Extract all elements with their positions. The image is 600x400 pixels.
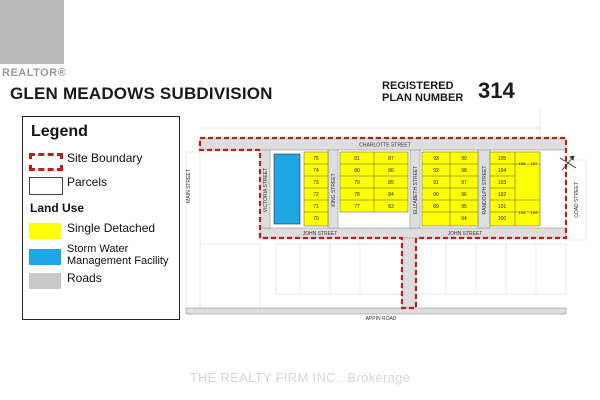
lot-number: 92 <box>433 168 439 174</box>
legend-land-use-heading: Land Use <box>30 201 85 215</box>
lot-number: 106 <box>518 161 526 166</box>
lot-number: 105 <box>497 156 507 162</box>
lot-number: 93 <box>433 156 439 162</box>
storm-water-line1: Storm Water <box>67 243 129 255</box>
lot-number: 95 <box>461 204 467 210</box>
lot-number: 83 <box>388 204 394 210</box>
connector-road <box>402 238 416 308</box>
lot-number: 80 <box>354 168 360 174</box>
street-label-elizabeth: ELIZABETH STREET <box>413 165 419 215</box>
lot-number: 86 <box>388 168 394 174</box>
brokerage-watermark: THE REALTY FIRM INC., Brokerage <box>189 370 411 385</box>
lot-number: 84 <box>388 192 394 198</box>
lot-number: 70 <box>313 216 319 222</box>
lot-number: 74 <box>313 168 319 174</box>
lot-number: 94 <box>461 216 467 222</box>
lot-number: 104 <box>497 168 507 174</box>
lot-number: 102 <box>497 192 507 198</box>
appin-road <box>186 308 566 314</box>
lot-number: 78 <box>354 192 360 198</box>
plan-label-line2: PLAN NUMBER <box>382 92 464 104</box>
faint-parcel-s2 <box>416 244 566 294</box>
street-label-coad: COAD STREET <box>574 182 580 218</box>
lot-number: 89 <box>433 204 439 210</box>
legend-label-parcels: Parcels <box>67 175 108 189</box>
lot-number: 71 <box>313 204 319 210</box>
lot-number: 100 <box>497 216 507 222</box>
plan-number: 314 <box>478 78 515 103</box>
lot-number: 108 <box>518 210 526 215</box>
lot-number: 101 <box>497 204 507 210</box>
street-label-main: MAIN STREET <box>186 169 192 203</box>
street-label-king: KING STREET <box>331 173 337 207</box>
legend-title: Legend <box>31 123 88 140</box>
lot-number: 96 <box>461 192 467 198</box>
faint-parcel-s1 <box>276 244 402 294</box>
realtor-wordmark: REALTOR® <box>2 67 67 79</box>
street-label-victoria: VICTORIA STREET <box>263 167 269 213</box>
lot-number: 73 <box>313 180 319 186</box>
street-label-appin: APPIN ROAD <box>365 316 397 322</box>
lot-number: 79 <box>354 180 360 186</box>
lot-number: 109 <box>530 210 538 215</box>
north-arrow-icon <box>560 156 576 170</box>
lot-number: 98 <box>461 168 467 174</box>
page-title: GLEN MEADOWS SUBDIVISION <box>10 84 273 103</box>
street-label-john-west: JOHN STREET <box>302 231 338 237</box>
lot-number: 90 <box>433 192 439 198</box>
legend-label-single-detached: Single Detached <box>67 221 156 235</box>
street-label-charlotte: CHARLOTTE STREET <box>359 142 411 149</box>
lot-number: 81 <box>354 156 360 162</box>
lot-number: 75 <box>313 156 319 162</box>
plan-label-line1: REGISTERED <box>382 80 454 92</box>
lot-number: 91 <box>433 180 439 186</box>
lot-number: 107 <box>530 161 538 166</box>
street-label-randolph: RANDOLPH STREET <box>482 165 488 215</box>
lot-number: 99 <box>461 156 467 162</box>
lot-number: 103 <box>497 180 507 186</box>
lot-blocks <box>304 152 540 226</box>
storm-water-line2: Management Facility <box>67 255 169 267</box>
storm-water-facility <box>274 154 300 224</box>
lot-number: 72 <box>313 192 319 198</box>
lot-number: 85 <box>388 180 394 186</box>
street-label-john-east: JOHN STREET <box>447 231 483 237</box>
lot-block-1 <box>304 152 328 226</box>
lot-number: 87 <box>388 156 394 162</box>
lot-number: 97 <box>461 180 467 186</box>
faint-parcel-sw <box>200 244 260 312</box>
legend-label-roads: Roads <box>67 271 102 285</box>
lot-number: 77 <box>354 204 360 210</box>
legend-label-site-boundary: Site Boundary <box>67 151 143 165</box>
